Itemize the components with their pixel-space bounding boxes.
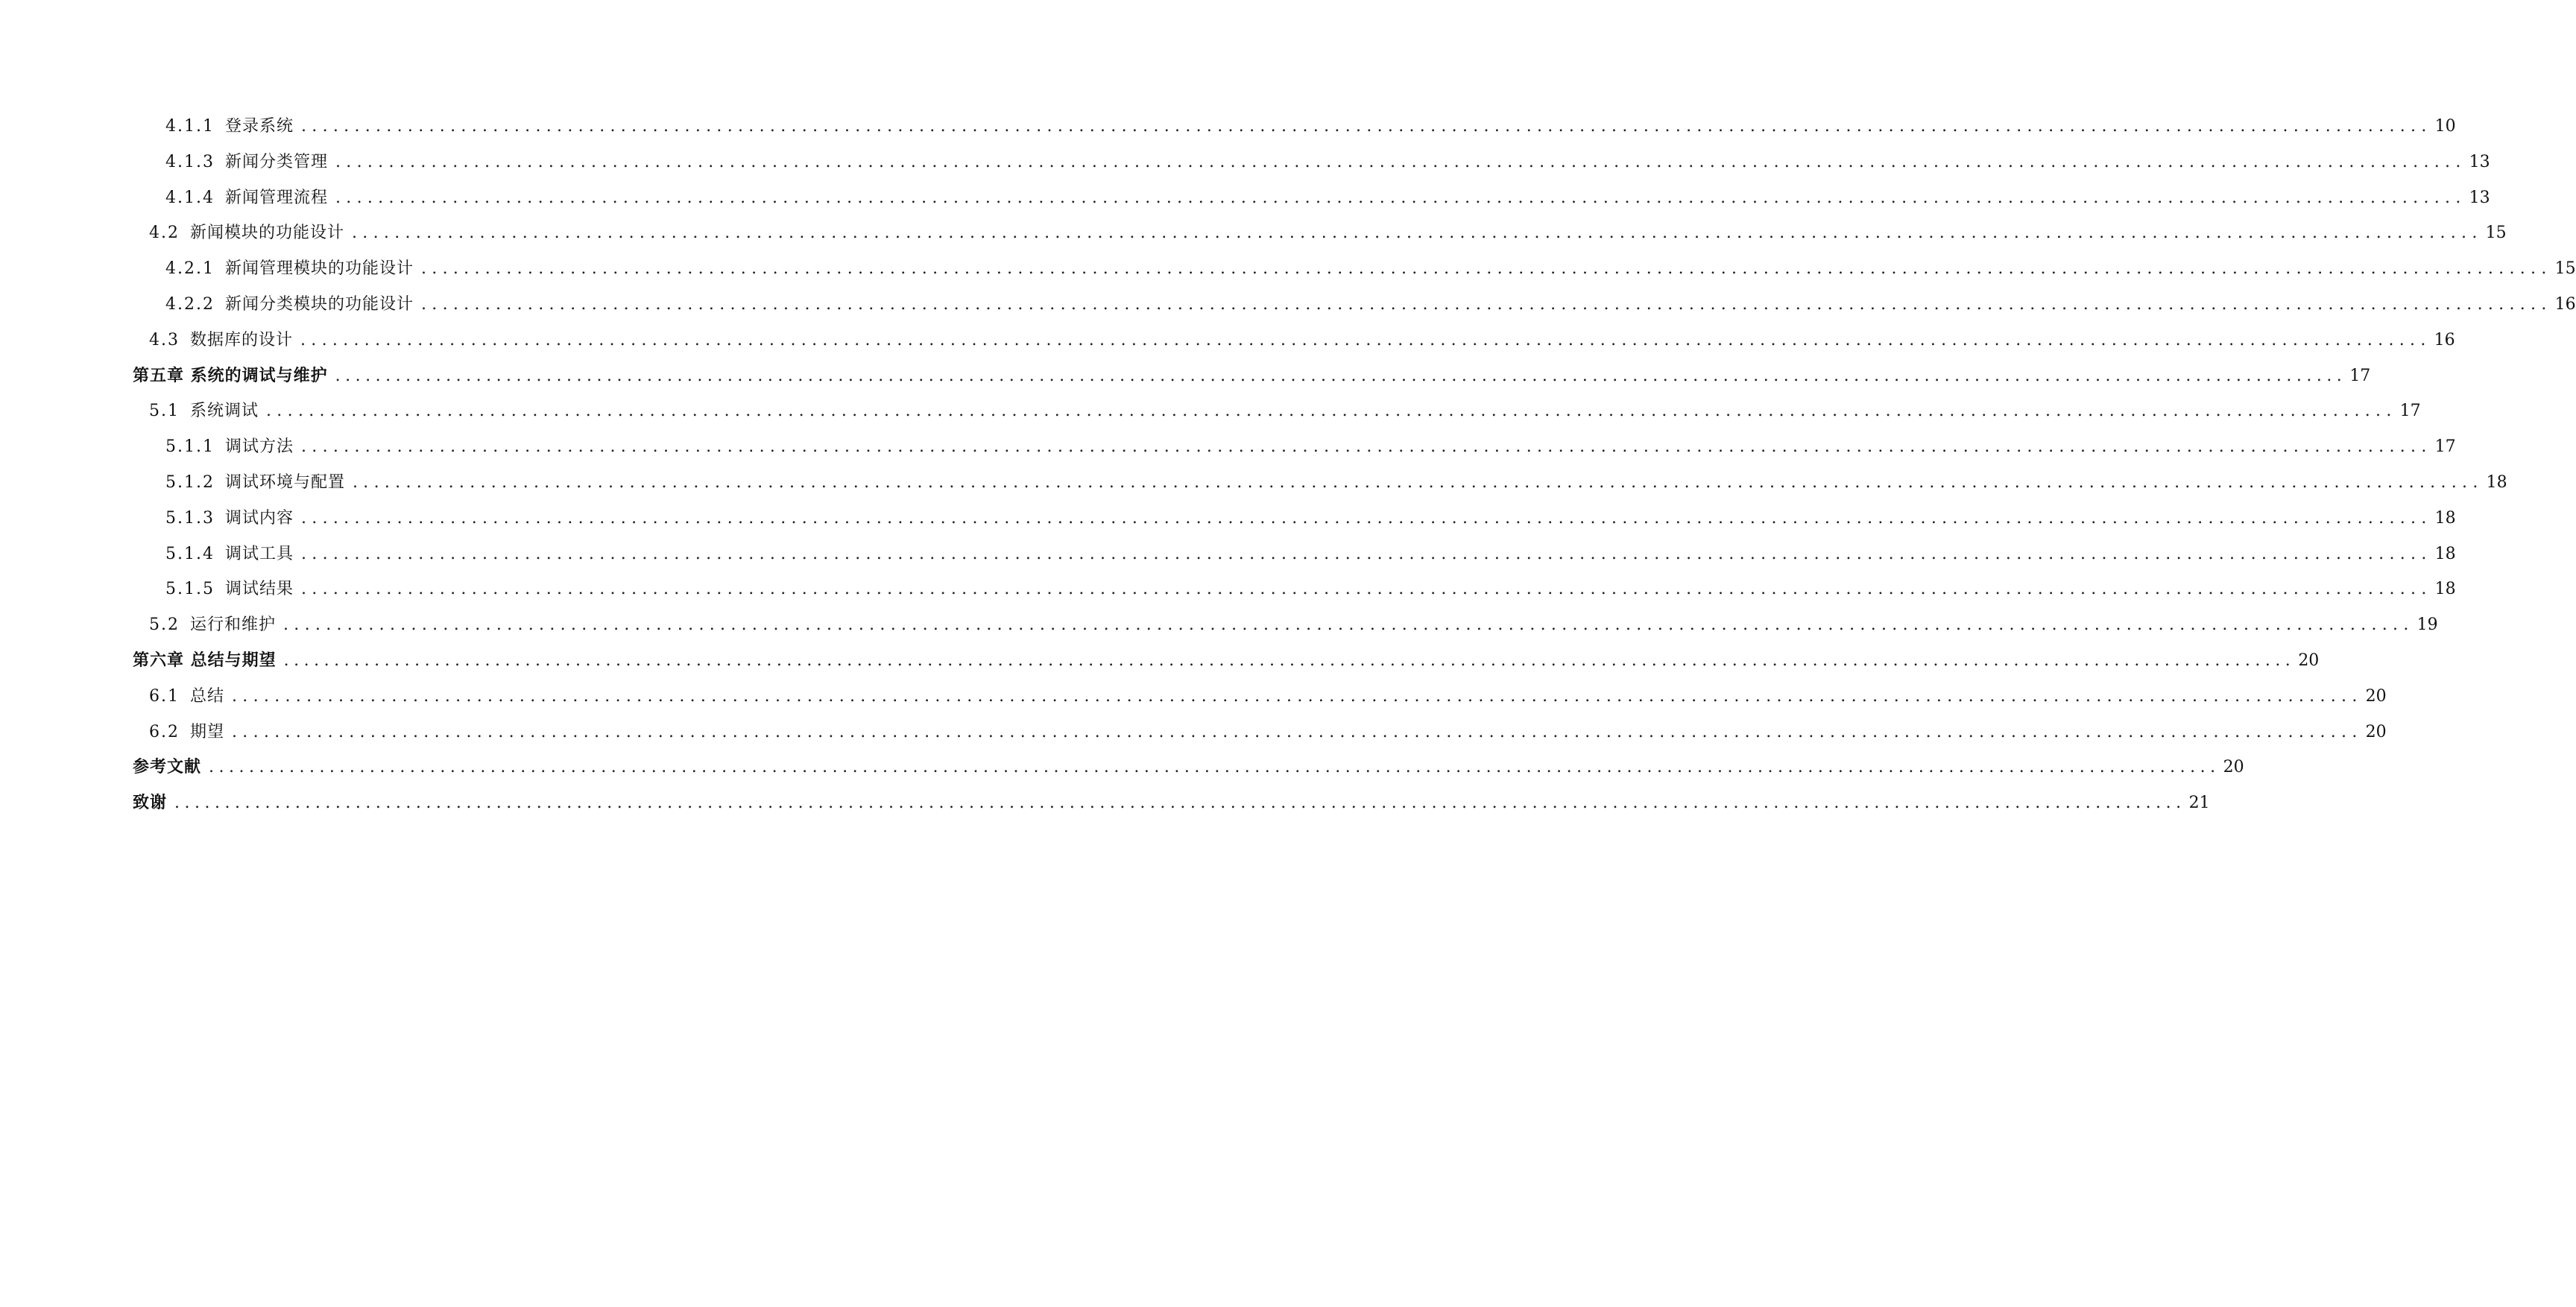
toc-entry-acknowledgements[interactable] — [133, 785, 2210, 821]
dot-leader: ........................................................................................................................................................................................................ — [300, 330, 2431, 349]
toc-entry-page: 16 — [2554, 294, 2576, 314]
toc-entry-number: 5.1 — [149, 402, 180, 421]
toc-entry[interactable] — [133, 180, 2490, 216]
dot-leader: ........................................................................................................................................................................................................ — [335, 366, 2347, 385]
toc-entry-page: 15 — [2485, 224, 2507, 243]
toc-entry-title: 登录系统 — [224, 117, 294, 136]
toc-entry-title: 调试环境与配置 — [224, 472, 345, 492]
dot-leader: ........................................................................................................................................................................................................ — [283, 615, 2414, 635]
toc-entry-title: 调试结果 — [224, 580, 294, 599]
toc-entry-page: 19 — [2416, 615, 2438, 635]
toc-entry-title: 调试工具 — [224, 544, 294, 563]
toc-entry-chapter[interactable] — [133, 358, 2371, 394]
table-of-contents — [133, 109, 2576, 821]
toc-entry[interactable] — [133, 429, 2456, 465]
dot-leader: ........................................................................................................................................................................................................ — [301, 544, 2432, 563]
dot-leader: ........................................................................................................................................................................................................ — [421, 294, 2552, 314]
dot-leader: ........................................................................................................................................................................................................ — [335, 152, 2466, 171]
toc-entry-number: 4.1.3 — [165, 152, 215, 171]
toc-entry[interactable] — [133, 251, 2576, 287]
toc-entry-page: 20 — [2365, 686, 2387, 706]
toc-entry-title: 总结 — [190, 686, 225, 706]
toc-entry-number: 4.1.4 — [165, 188, 215, 207]
toc-entry-number: 4.1.1 — [165, 117, 215, 136]
toc-entry-number: 6.2 — [149, 722, 180, 741]
toc-entry-page: 13 — [2469, 152, 2490, 171]
toc-entry-title: 新闻分类模块的功能设计 — [224, 294, 414, 314]
toc-entry-number: 4.2.1 — [165, 259, 215, 279]
dot-leader: ........................................................................................................................................................................................................ — [421, 259, 2552, 279]
toc-entry-page: 17 — [2434, 437, 2456, 457]
dot-leader: ........................................................................................................................................................................................................ — [232, 722, 2363, 741]
toc-entry-title: 调试内容 — [224, 508, 294, 528]
toc-entry[interactable] — [133, 109, 2456, 145]
toc-entry-number: 4.2 — [149, 224, 180, 243]
toc-entry-title: 调试方法 — [224, 437, 294, 457]
dot-leader: ........................................................................................................................................................................................................ — [209, 758, 2220, 777]
dot-leader: ........................................................................................................................................................................................................ — [335, 188, 2466, 207]
toc-entry-references[interactable] — [133, 750, 2244, 785]
toc-entry-title: 第六章 总结与期望 — [133, 651, 277, 670]
dot-leader: ........................................................................................................................................................................................................ — [283, 651, 2296, 670]
dot-leader: ........................................................................................................................................................................................................ — [301, 117, 2432, 136]
toc-entry-number: 5.2 — [149, 615, 180, 635]
toc-entry-title: 新闻分类管理 — [224, 152, 328, 171]
toc-entry-page: 17 — [2349, 366, 2371, 385]
toc-entry-page: 18 — [2434, 544, 2456, 563]
toc-entry-page: 17 — [2399, 402, 2421, 421]
toc-entry-page: 15 — [2554, 259, 2576, 279]
toc-entry-number: 5.1.2 — [165, 472, 215, 492]
toc-entry[interactable] — [133, 215, 2507, 251]
toc-entry-title: 运行和维护 — [190, 615, 277, 635]
toc-entry-page: 18 — [2434, 580, 2456, 599]
toc-entry-title: 数据库的设计 — [190, 330, 294, 349]
toc-entry-number: 5.1.3 — [165, 508, 215, 528]
toc-entry-page: 18 — [2486, 472, 2507, 492]
dot-leader: ........................................................................................................................................................................................................ — [353, 472, 2484, 492]
toc-entry-page: 20 — [2298, 651, 2320, 670]
toc-entry-title: 新闻模块的功能设计 — [190, 224, 345, 243]
toc-entry[interactable] — [133, 393, 2421, 429]
toc-entry-number: 4.3 — [149, 330, 180, 349]
toc-entry-page: 21 — [2188, 794, 2210, 813]
toc-entry-number: 5.1.5 — [165, 580, 215, 599]
toc-entry-title: 新闻管理流程 — [224, 188, 328, 207]
dot-leader: ........................................................................................................................................................................................................ — [352, 224, 2483, 243]
toc-entry[interactable] — [133, 679, 2387, 715]
toc-entry[interactable] — [133, 145, 2490, 180]
toc-entry-title: 参考文献 — [133, 758, 202, 777]
toc-entry-number: 6.1 — [149, 686, 180, 706]
toc-entry-title: 系统调试 — [190, 402, 259, 421]
dot-leader: ........................................................................................................................................................................................................ — [174, 794, 2186, 813]
toc-entry-title: 新闻管理模块的功能设计 — [224, 259, 414, 279]
toc-entry[interactable] — [133, 323, 2455, 358]
toc-entry[interactable] — [133, 537, 2456, 572]
toc-entry-title: 期望 — [190, 722, 225, 741]
toc-entry-number: 5.1.1 — [165, 437, 215, 457]
dot-leader: ........................................................................................................................................................................................................ — [301, 580, 2432, 599]
toc-entry[interactable] — [133, 715, 2387, 750]
toc-entry-page: 16 — [2434, 330, 2455, 349]
dot-leader: ........................................................................................................................................................................................................ — [301, 508, 2432, 528]
toc-entry-page: 20 — [2223, 758, 2244, 777]
dot-leader: ........................................................................................................................................................................................................ — [301, 437, 2432, 457]
toc-entry[interactable] — [133, 501, 2456, 537]
toc-entry-page: 10 — [2434, 117, 2456, 136]
toc-entry-title: 第五章 系统的调试与维护 — [133, 366, 328, 385]
toc-entry-page: 20 — [2365, 722, 2387, 741]
toc-entry[interactable] — [133, 465, 2507, 501]
dot-leader: ........................................................................................................................................................................................................ — [232, 686, 2363, 706]
toc-entry-page: 13 — [2469, 188, 2490, 207]
toc-entry-chapter[interactable] — [133, 643, 2320, 679]
toc-entry-title: 致谢 — [133, 794, 168, 813]
toc-entry[interactable] — [133, 607, 2438, 643]
toc-entry-number: 4.2.2 — [165, 294, 215, 314]
dot-leader: ........................................................................................................................................................................................................ — [266, 402, 2397, 421]
toc-entry[interactable] — [133, 572, 2456, 607]
toc-entry-number: 5.1.4 — [165, 544, 215, 563]
toc-entry-page: 18 — [2434, 508, 2456, 528]
toc-entry[interactable] — [133, 287, 2576, 323]
